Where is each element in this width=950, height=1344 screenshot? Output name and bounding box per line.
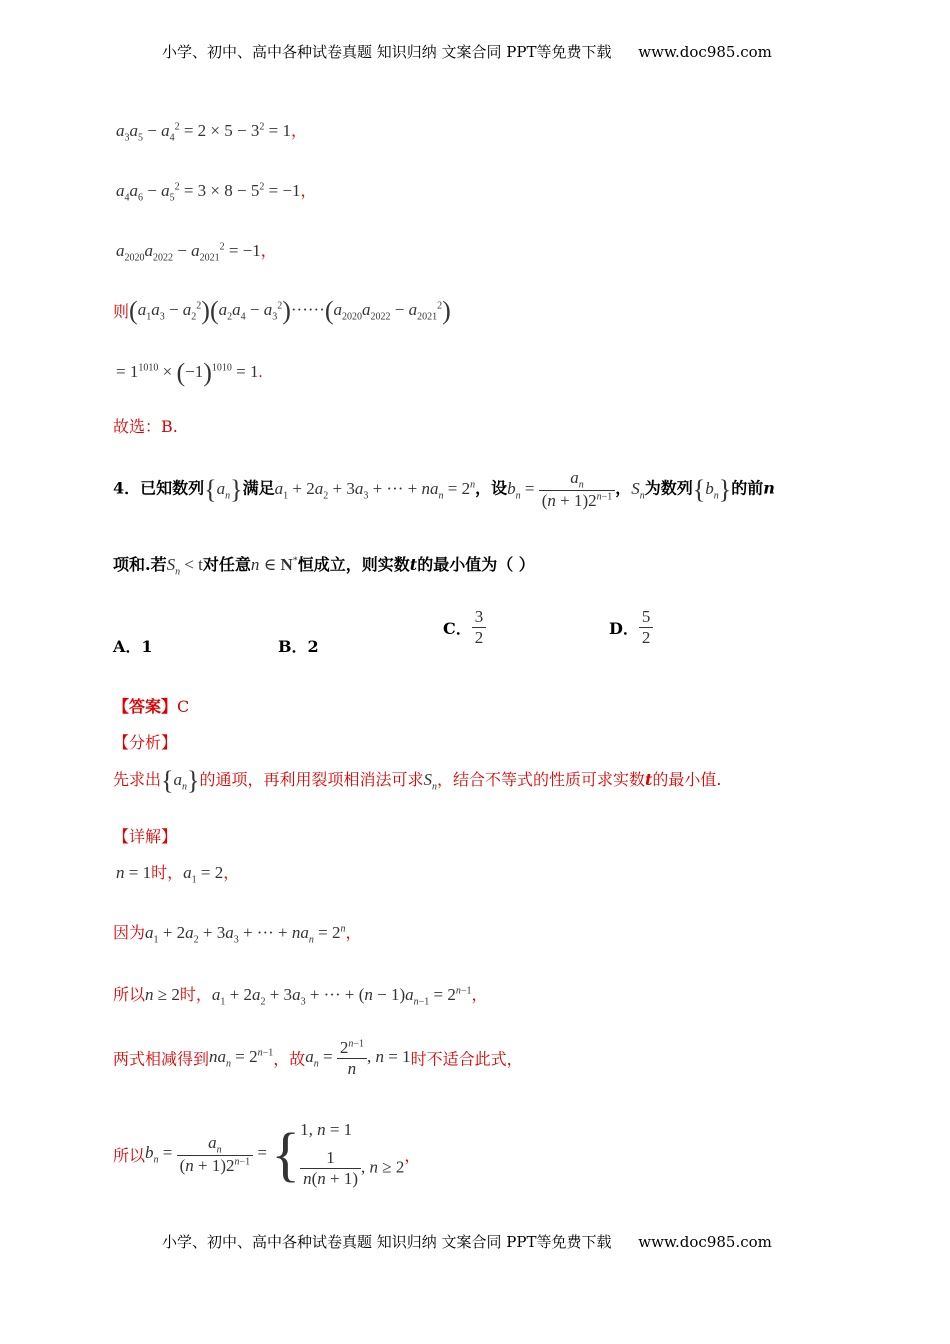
detail-tag: 【详解】 xyxy=(113,827,178,846)
equation-1: $a_3a_5 - a_4^2 = 2 \times 5 - 3^2 = 1$， xyxy=(116,121,307,144)
detail-text: 时， xyxy=(151,863,184,882)
q-text: 的前 xyxy=(731,478,764,498)
answer-value: C xyxy=(177,697,190,716)
analysis-tag: 【分析】 xyxy=(113,733,178,752)
option-num: 3 xyxy=(474,607,484,626)
result-line: = $1^{1010} \times (-1)^{1010} = 1$. xyxy=(116,358,263,387)
prev-choice: 故选：B. xyxy=(113,417,178,436)
detail-line-3: 所以n ≥ 2时，$a_1 + 2a_2 + 3a_3$ + ··· + $(n - 1)a_{n-1} = 2^{n-1}$， xyxy=(113,985,488,1008)
detail-text: 时， xyxy=(179,985,212,1004)
q-text: n xyxy=(763,478,775,498)
detail-line-5: 所以$b_n$ = $\frac{a_n}{(n + 1)2^{n-1}}$ = { 1, n = 1 $\frac{1}{n(n + 1)}$ , n ≥ 2 ， xyxy=(113,1120,421,1188)
analysis-text-part: 的最小值. xyxy=(652,769,722,789)
analysis-text-part: 的通项，再利用裂项相消法可求 xyxy=(199,769,424,789)
equation-3: $a_{2020}a_{2022} - a_{2021}^2 = -1$， xyxy=(116,241,277,264)
option-c[interactable] xyxy=(443,607,486,648)
detail-text: 因为 xyxy=(113,923,146,942)
option-value: 2 xyxy=(307,637,319,656)
q-text: 恒成立，则实数 xyxy=(297,555,410,574)
equation-2: $a_4a_6 - a_5^2 = 3 \times 8 - 5^2 = -1$， xyxy=(116,181,317,204)
option-den: 2 xyxy=(472,627,487,648)
option-label: A． xyxy=(113,637,142,656)
question-number: 4． xyxy=(113,478,141,498)
option-den: 2 xyxy=(639,627,654,648)
q-text: 项和.若 xyxy=(113,555,167,574)
q-text: 已知数列 xyxy=(140,478,205,498)
detail-line-1: n = 1时，$a_1 = 2$， xyxy=(116,863,240,886)
detail-line-2: 因为$a_1 + 2a_2 + 3a_3$ + ··· + $na_n = 2^n$， xyxy=(113,923,362,946)
option-d[interactable] xyxy=(609,607,653,648)
option-label: C． xyxy=(443,619,472,638)
detail-text: 所以 xyxy=(113,1146,146,1165)
q-text: ， xyxy=(615,478,632,498)
question-4-line2: 项和.若$S_n < t$对任意n ∈ N*恒成立，则实数t的最小值为（ ） xyxy=(113,555,535,578)
analysis-text-part: 先求出 xyxy=(113,769,162,789)
option-num: 5 xyxy=(641,607,651,626)
q-text: 为数列 xyxy=(644,478,693,498)
q-text: 满足 xyxy=(242,478,275,498)
question-4-line1: 4．已知数列$\{a_n\}$满足$a_1 + 2a_2 + 3a_3$ + ··· + $na_n = 2^n$，设$b_n$ = $\frac{a_n}{(n + 1)2^{n-1}}$ ，$S_n$为数列$\{b_n\}$的前n xyxy=(113,468,775,511)
header-url[interactable]: www.doc985.com xyxy=(638,43,772,61)
product-line: 则$(a_1a_3 - a_2^2)(a_2a_4 - a_3^2)\cdot\cdot\cdot\cdot\cdot\cdot(a_{2020}a_{2022} - a_{2021}^2)$ xyxy=(113,296,451,325)
detail-text: 所以 xyxy=(113,985,146,1004)
q-text: t xyxy=(409,555,418,574)
analysis-text: 先求出$\{a_n\}$的通项，再利用裂项相消法可求$S_n$，结合不等式的性质可求实数t的最小值. xyxy=(113,766,722,795)
q-text: ，设 xyxy=(475,478,508,498)
footer-text: 小学、初中、高中各种试卷真题 知识归纳 文案合同 PPT等免费下载 xyxy=(162,1233,612,1251)
detail-text: 两式相减得到 xyxy=(113,1049,210,1069)
answer-line xyxy=(113,694,189,717)
analysis-text-part: ，结合不等式的性质可求实数 xyxy=(437,769,646,789)
page-footer xyxy=(162,1231,772,1252)
header-text: 小学、初中、高中各种试卷真题 知识归纳 文案合同 PPT等免费下载 xyxy=(162,43,612,61)
analysis-text-part: t xyxy=(645,769,653,789)
footer-url[interactable]: www.doc985.com xyxy=(638,1233,772,1251)
option-label: B． xyxy=(278,637,308,656)
ze-label: 则 xyxy=(113,301,130,321)
option-b[interactable] xyxy=(278,634,319,657)
page-header xyxy=(162,41,772,62)
detail-text: 时不适合此式， xyxy=(410,1049,523,1069)
q-text: 的最小值为（ ） xyxy=(417,555,535,574)
option-value: 1 xyxy=(141,637,153,656)
option-a[interactable] xyxy=(113,634,153,657)
answer-tag: 【答案】 xyxy=(113,697,178,716)
detail-text: ，故 xyxy=(273,1049,306,1069)
q-text: 对任意 xyxy=(202,555,251,574)
option-label: D． xyxy=(609,619,639,638)
detail-line-4: 两式相减得到$na_n = 2^{n-1}$，故$a_n$ = $\frac{2^{n-1}}{n}$ , n = 1时不适合此式， xyxy=(113,1038,523,1078)
